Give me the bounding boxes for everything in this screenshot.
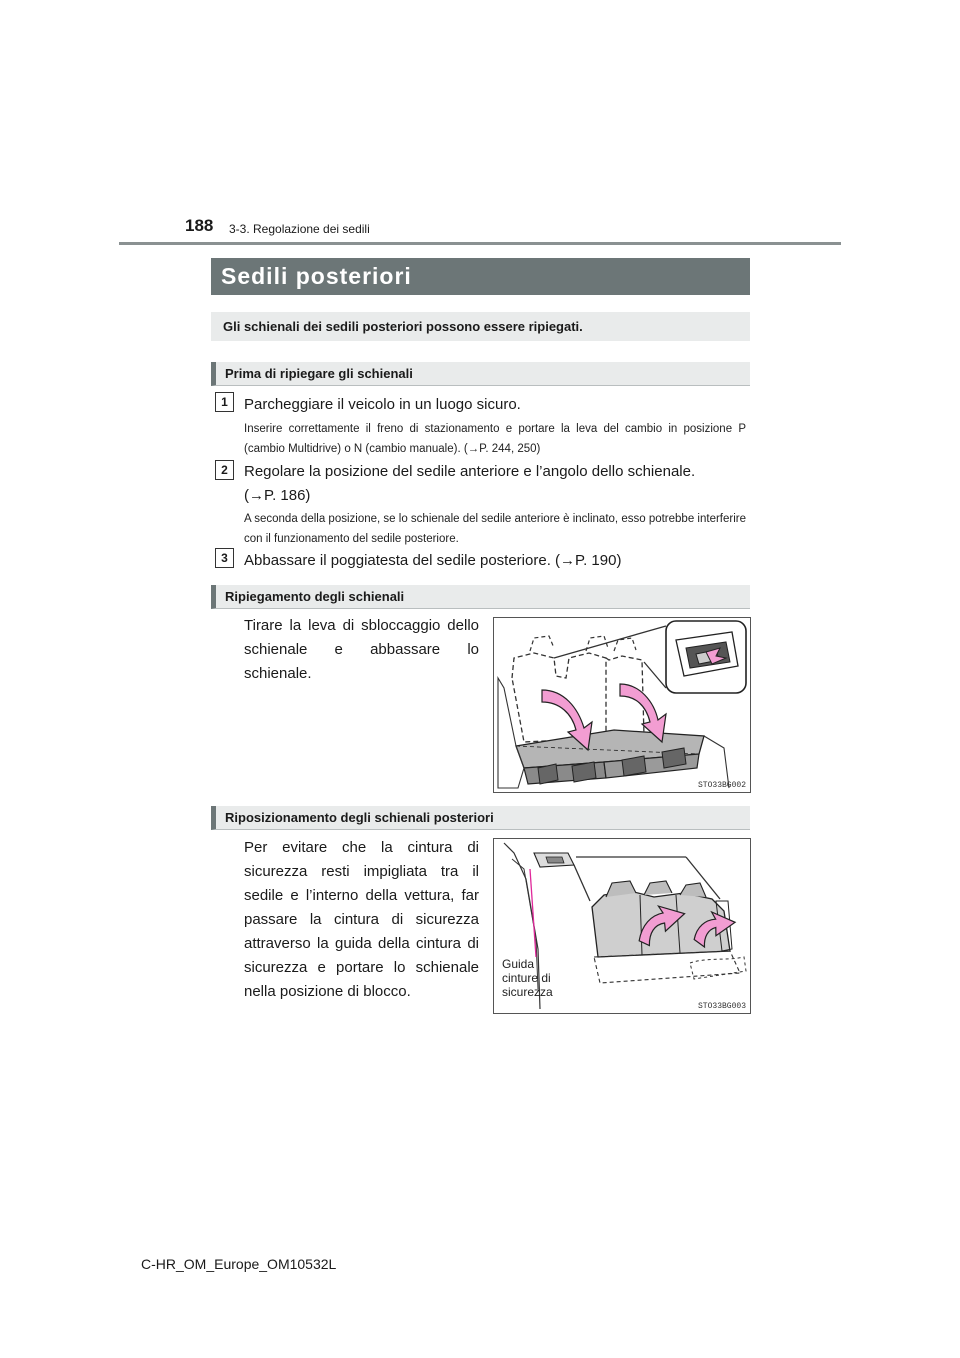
- belt-guide-label-line3: sicurezza: [502, 985, 553, 999]
- step-number-1: 1: [215, 392, 234, 412]
- figure-code-folding: STO33BG002: [697, 781, 746, 790]
- step-number-2: 2: [215, 460, 234, 480]
- step-3-text: Abbassare il poggiatesta del sedile posteriore. (→P. 190): [244, 552, 622, 569]
- step-2-note: A seconda della posizione, se lo schienale del sedile anteriore è inclinato, esso potrebbe interferire con il funzionamento del sedile posteriore.: [244, 513, 746, 545]
- step-2-text-line1: Regolare la posizione del sedile anteriore e l’angolo dello schienale.: [244, 463, 696, 480]
- folding-seatbacks-illustration: [494, 618, 750, 792]
- section-heading-before-folding: Prima di ripiegare gli schienali: [211, 362, 750, 386]
- step-1-text: Parcheggiare il veicolo in un luogo sicuro.: [244, 396, 521, 413]
- belt-guide-label-line1: Guida: [502, 957, 535, 971]
- section-heading-repositioning: Riposizionamento degli schienali posteriori: [211, 806, 750, 830]
- page-title: Sedili posteriori: [211, 258, 750, 295]
- page-number: 188: [185, 216, 214, 235]
- figure-repositioning-seatbacks: [493, 838, 751, 1014]
- section-reference: 3-3. Regolazione dei sedili: [229, 222, 370, 236]
- folding-instructions: Tirare la leva di sbloccaggio dello schienale e abbassare lo schienale.: [244, 617, 479, 682]
- step-2-text-line2: (→P. 186): [244, 487, 311, 504]
- step-number-3: 3: [215, 548, 234, 568]
- document-footer-code: C-HR_OM_Europe_OM10532L: [141, 1256, 337, 1272]
- figure-code-repositioning: STO33BG003: [697, 1002, 746, 1011]
- belt-guide-label: [502, 957, 553, 999]
- section-heading-folding: Ripiegamento degli schienali: [211, 585, 750, 609]
- intro-box: Gli schienali dei sedili posteriori possono essere ripiegati.: [211, 312, 750, 341]
- header-rule: [119, 242, 841, 245]
- figure-folding-seatbacks: [493, 617, 751, 793]
- belt-guide-label-line2: cinture di: [502, 971, 551, 985]
- repositioning-instructions: Per evitare che la cintura di sicurezza resti impigliata tra il sedile e l’interno della vettura, far passare la cintura di sicurezza attraverso la guida della cintura di sicurezza e portare lo schienale nella posizione di blocco.: [244, 839, 479, 1000]
- step-1-note: Inserire correttamente il freno di stazionamento e portare la leva del cambio in posizione P (cambio Multidrive) o N (cambio manuale). (→P. 244, 250): [244, 423, 746, 455]
